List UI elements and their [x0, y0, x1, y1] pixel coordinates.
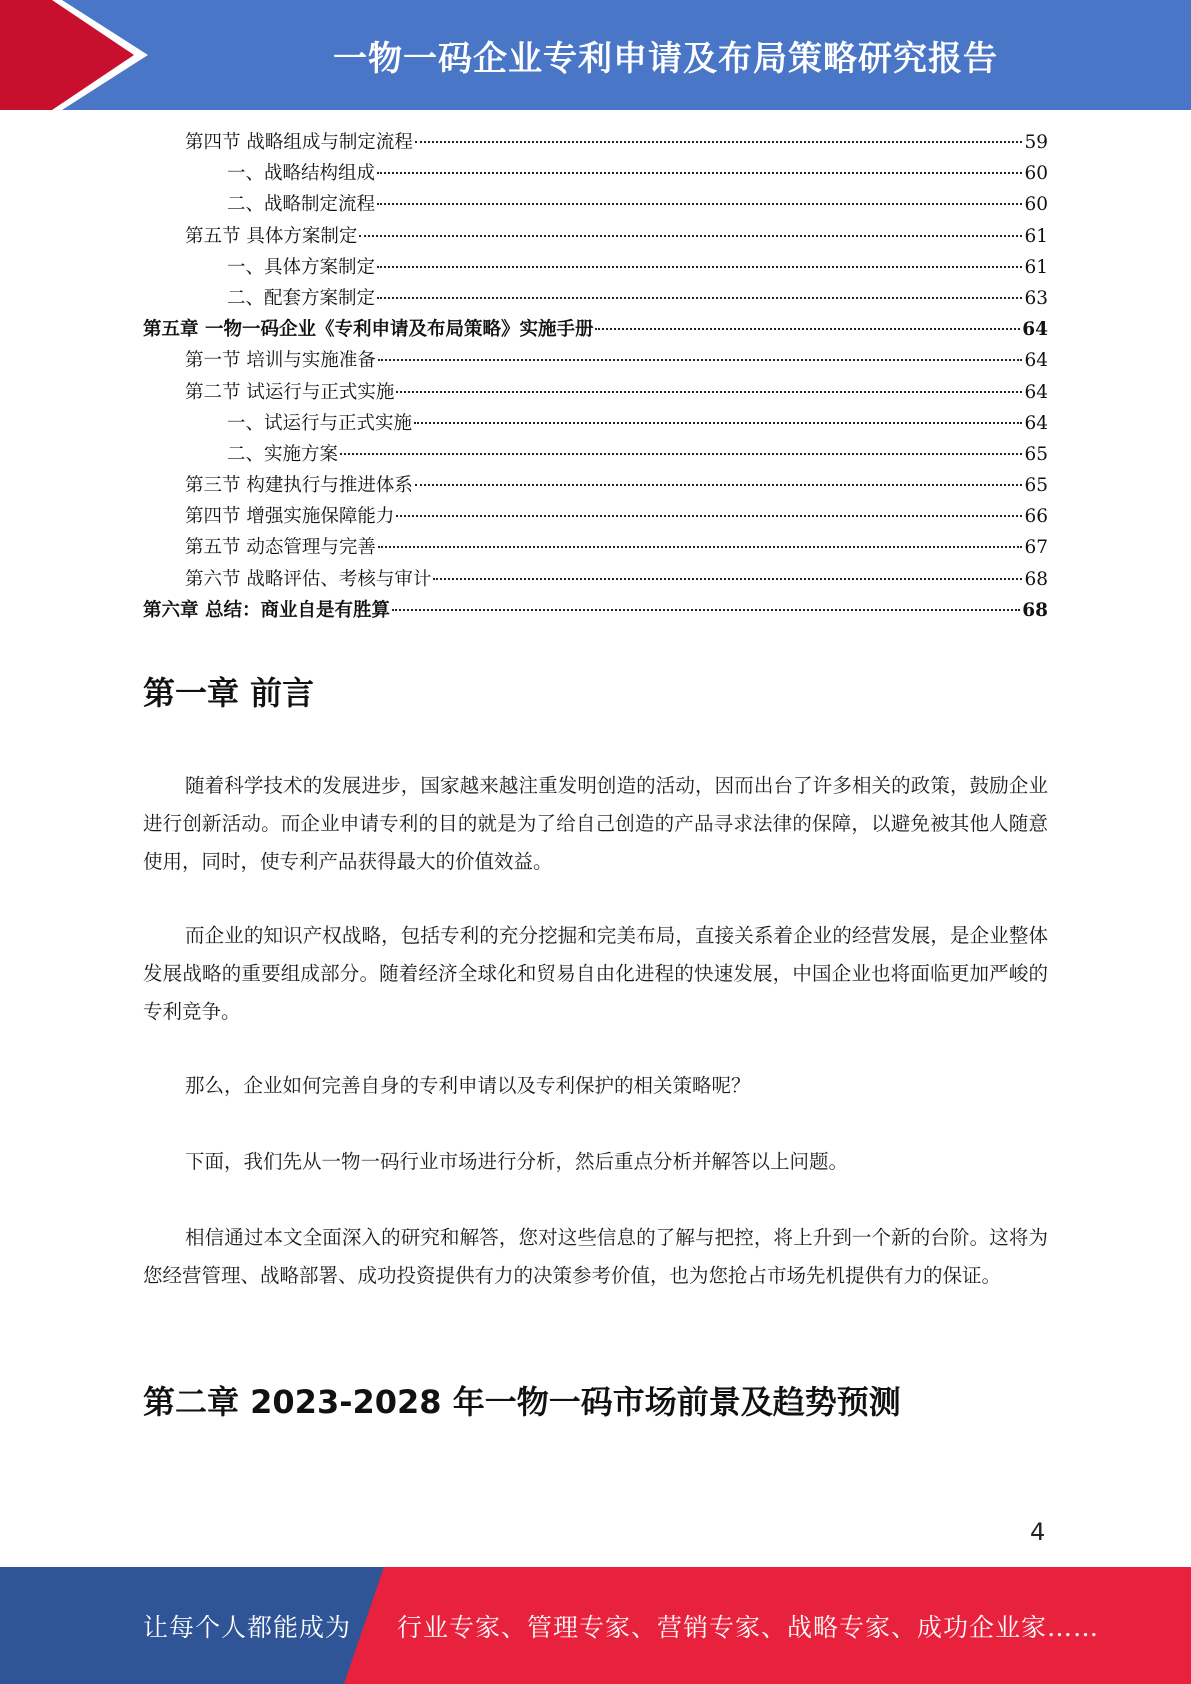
- toc-entry[interactable]: [143, 439, 1048, 470]
- toc-entry-page: 59: [1024, 132, 1048, 153]
- toc-entry-page: 65: [1024, 443, 1048, 465]
- toc-dot-leader: [396, 515, 1022, 517]
- toc-entry[interactable]: [143, 408, 1048, 439]
- toc-entry-label: 二、配套方案制定: [227, 287, 376, 309]
- toc-entry[interactable]: [143, 314, 1048, 345]
- toc-entry[interactable]: [143, 158, 1048, 189]
- toc-entry-page: 64: [1024, 381, 1048, 403]
- toc-entry-page: 60: [1024, 163, 1048, 185]
- toc-entry[interactable]: [143, 189, 1048, 220]
- toc-entry-page: 61: [1024, 256, 1048, 278]
- toc-entry-label: 第一节 培训与实施准备: [185, 350, 376, 372]
- toc-dot-leader: [340, 453, 1022, 455]
- toc-entry-page: 65: [1024, 475, 1048, 497]
- toc-entry[interactable]: [143, 127, 1048, 158]
- toc-dot-leader: [415, 141, 1023, 143]
- toc-entry[interactable]: [143, 377, 1048, 408]
- toc-dot-leader: [377, 297, 1022, 299]
- toc-dot-leader: [377, 266, 1022, 268]
- toc-entry-label: 一、具体方案制定: [227, 256, 376, 278]
- toc-dot-leader: [378, 359, 1023, 361]
- toc-entry-label: 第三节 构建执行与推进体系: [185, 475, 413, 497]
- toc-dot-leader: [396, 391, 1022, 393]
- toc-entry[interactable]: [143, 345, 1048, 376]
- header-banner: [0, 0, 1191, 110]
- toc-entry-page: 68: [1022, 599, 1048, 621]
- footer-banner: [0, 1567, 1191, 1684]
- toc-entry-label: 二、战略制定流程: [227, 194, 376, 216]
- toc-dot-leader: [378, 546, 1023, 548]
- toc-entry-label: 第二节 试运行与正式实施: [185, 381, 395, 403]
- toc-entry-label: 一、试运行与正式实施: [227, 412, 413, 434]
- toc-entry-label: 第四节 增强实施保障能力: [185, 506, 395, 528]
- chapter-1-heading: 第一章 前言: [143, 674, 315, 712]
- table-of-contents: [143, 127, 1048, 626]
- toc-dot-leader: [415, 484, 1023, 486]
- toc-entry-label: 第六章 总结：商业自是有胜算: [143, 599, 390, 621]
- intro-paragraph-3: 那么，企业如何完善自身的专利申请以及专利保护的相关策略呢？: [185, 1074, 751, 1097]
- toc-dot-leader: [595, 328, 1020, 330]
- toc-entry-label: 第五章 一物一码企业《专利申请及布局策略》实施手册: [143, 319, 594, 341]
- intro-paragraph-2: 而企业的知识产权战略，包括专利的充分挖掘和完美布局，直接关系着企业的经营发展，是企业整体发展战略的重要组成部分。随着经济全球化和贸易自由化进程的快速发展，中国企业也将面临更加严峻的专利竞争。: [143, 924, 1048, 1023]
- toc-entry[interactable]: [143, 283, 1048, 314]
- toc-dot-leader: [414, 422, 1022, 424]
- report-title: 一物一码企业专利申请及布局策略研究报告: [333, 38, 998, 79]
- toc-entry-label: 第四节 战略组成与制定流程: [185, 132, 413, 153]
- page-number: 4: [1030, 1518, 1046, 1546]
- intro-paragraph-1: 随着科学技术的发展进步，国家越来越注重发明创造的活动，因而出台了许多相关的政策，鼓励企业进行创新活动。而企业申请专利的目的就是为了给自己创造的产品寻求法律的保障，以避免被其他人随意使用，同时，使专利产品获得最大的价值效益。: [143, 774, 1048, 873]
- footer-slogan-right: 行业专家、管理专家、营销专家、战略专家、成功企业家……: [397, 1612, 1100, 1642]
- chapter-2-heading: 第二章 2023-2028 年一物一码市场前景及趋势预测: [143, 1383, 901, 1421]
- toc-entry-page: 66: [1024, 506, 1048, 528]
- toc-entry-label: 第六节 战略评估、考核与审计: [185, 568, 432, 590]
- intro-paragraph-5: 相信通过本文全面深入的研究和解答，您对这些信息的了解与把控，将上升到一个新的台阶。这将为您经营管理、战略部署、成功投资提供有力的决策参考价值，也为您抢占市场先机提供有力的保证。: [143, 1226, 1048, 1287]
- toc-entry-label: 二、实施方案: [227, 443, 339, 465]
- toc-entry-page: 64: [1022, 319, 1048, 341]
- toc-dot-leader: [377, 203, 1022, 205]
- toc-entry[interactable]: [143, 470, 1048, 501]
- toc-entry-label: 第五节 具体方案制定: [185, 225, 358, 247]
- toc-entry-page: 61: [1024, 225, 1048, 247]
- toc-entry-page: 60: [1024, 194, 1048, 216]
- toc-entry-page: 68: [1024, 568, 1048, 590]
- toc-entry-page: 63: [1024, 287, 1048, 309]
- toc-dot-leader: [433, 578, 1022, 580]
- toc-dot-leader: [392, 609, 1020, 611]
- toc-entry-page: 67: [1024, 537, 1048, 559]
- toc-entry-label: 第五节 动态管理与完善: [185, 537, 376, 559]
- toc-entry[interactable]: [143, 252, 1048, 283]
- toc-dot-leader: [377, 172, 1022, 174]
- toc-entry[interactable]: [143, 532, 1048, 563]
- footer-slogan-left: 让每个人都能成为: [143, 1612, 352, 1642]
- toc-entry-page: 64: [1024, 350, 1048, 372]
- toc-entry-label: 一、战略结构组成: [227, 163, 376, 185]
- chevron-arrow-icon: [0, 0, 160, 110]
- toc-entry[interactable]: [143, 564, 1048, 595]
- toc-entry[interactable]: [143, 221, 1048, 252]
- toc-dot-leader: [359, 235, 1022, 237]
- toc-entry[interactable]: [143, 595, 1048, 626]
- intro-paragraph-4: 下面，我们先从一物一码行业市场进行分析，然后重点分析并解答以上问题。: [185, 1150, 849, 1173]
- toc-entry-page: 64: [1024, 412, 1048, 434]
- toc-entry[interactable]: [143, 501, 1048, 532]
